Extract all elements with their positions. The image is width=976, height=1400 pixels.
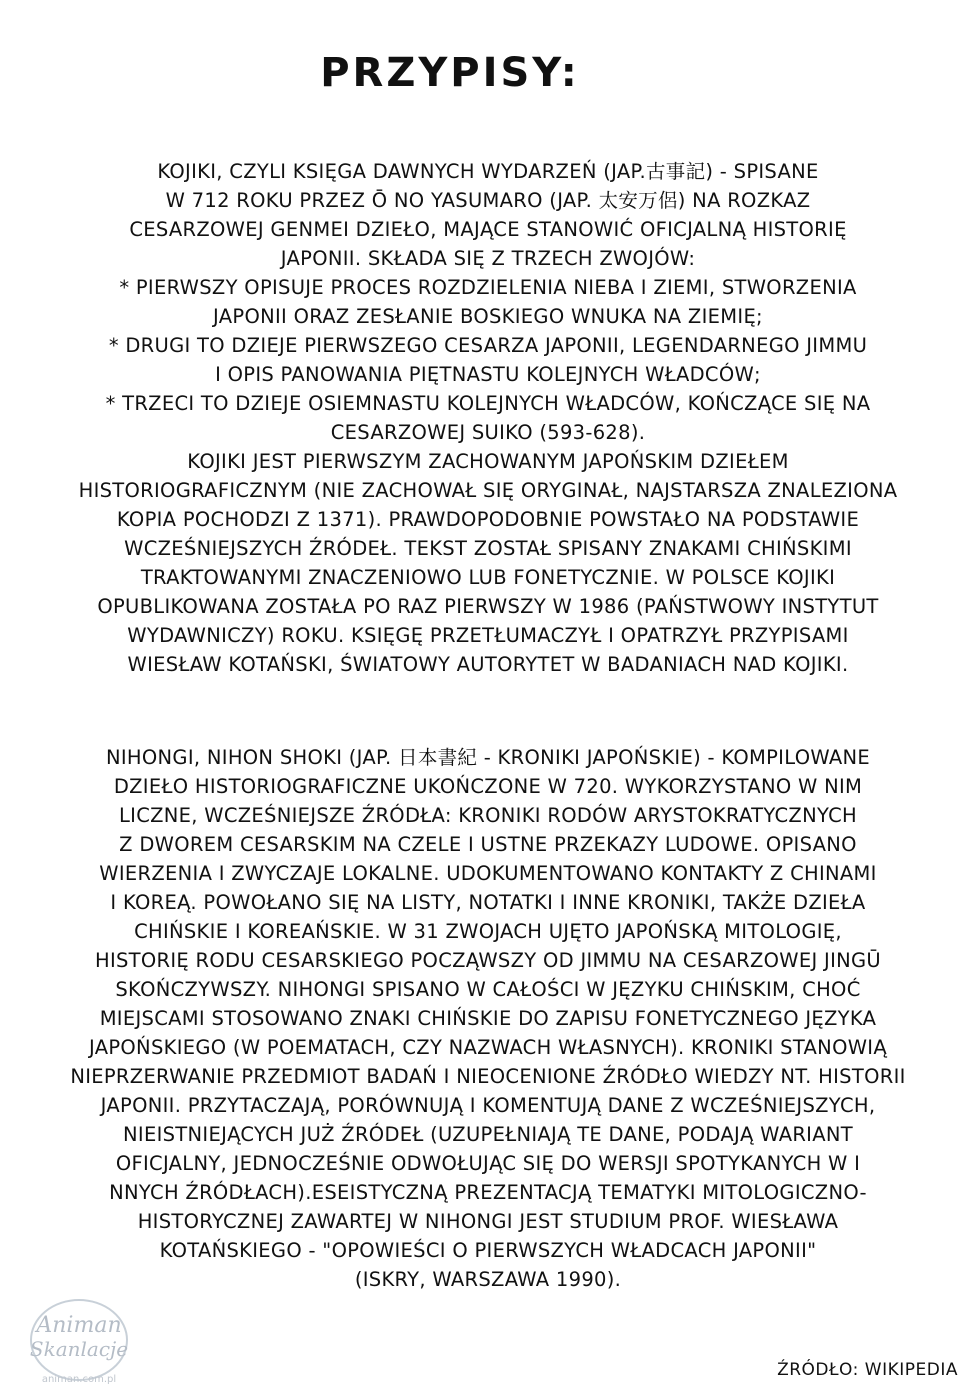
text-line: KOJIKI JEST PIERWSZYM ZACHOWANYM JAPOŃSKIM DZIEŁEM <box>187 450 789 473</box>
text-line: I OPIS PANOWANIA PIĘTNASTU KOLEJNYCH WŁADCÓW; <box>215 363 761 386</box>
text-line: MIEJSCAMI STOSOWANO ZNAKI CHIŃSKIE DO ZAPISU FONETYCZNEGO JĘZYKA <box>99 1007 877 1030</box>
watermark-line1: Animan <box>36 1313 122 1338</box>
text-line: JAPONII ORAZ ZESŁANIE BOSKIEGO WNUKA NA ZIEMIĘ; <box>213 305 763 328</box>
text-line: W 712 ROKU PRZEZ Ō NO YASUMARO (JAP. 太安万侶) NA ROZKAZ <box>165 189 811 212</box>
text-line: JAPONII. PRZYTACZAJĄ, PORÓWNUJĄ I KOMENTUJĄ DANE Z WCZEŚNIEJSZYCH, <box>100 1094 876 1117</box>
watermark-line2: Skanlacje <box>29 1337 129 1361</box>
text-line: NNYCH ŹRÓDŁACH).ESEISTYCZNĄ PREZENTACJĄ TEMATYKI MITOLOGICZNO- <box>109 1181 867 1204</box>
text-line: CHIŃSKIE I KOREAŃSKIE. W 31 ZWOJACH UJĘTO JAPOŃSKĄ MITOLOGIĘ, <box>134 920 842 943</box>
source-credit: ŹRÓDŁO: WIKIPEDIA <box>777 1360 958 1380</box>
text-line: LICZNE, WCZEŚNIEJSZE ŹRÓDŁA: KRONIKI RODÓW ARYSTOKRATYCZNYCH <box>118 804 857 827</box>
text-line: HISTORIOGRAFICZNYM (NIE ZACHOWAŁ SIĘ ORYGINAŁ, NAJSTARSZA ZNALEZIONA <box>78 479 898 502</box>
text-line: WIERZENIA I ZWYCZAJE LOKALNE. UDOKUMENTOWANO KONTAKTY Z CHINAMI <box>99 862 877 885</box>
text-line: NIHONGI, NIHON SHOKI (JAP. 日本書紀 - KRONIKI JAPOŃSKIE) - KOMPILOWANE <box>105 746 871 769</box>
nihongi-paragraph <box>10 743 966 1294</box>
text-line: CESARZOWEJ GENMEI DZIEŁO, MAJĄCE STANOWIĆ OFICJALNĄ HISTORIĘ <box>129 218 847 241</box>
text-line: CESARZOWEJ SUIKO (593-628). <box>330 421 646 444</box>
text-line: HISTORYCZNEJ ZAWARTEJ W NIHONGI JEST STUDIUM PROF. WIESŁAWA <box>137 1210 839 1233</box>
animan-watermark-logo <box>24 1290 134 1390</box>
text-line: KOJIKI, CZYLI KSIĘGA DAWNYCH WYDARZEŃ (JAP.古事記) - SPISANE <box>157 160 819 183</box>
text-line: JAPONII. SKŁADA SIĘ Z TRZECH ZWOJÓW: <box>280 247 696 270</box>
text-line: KOTAŃSKIEGO - "OPOWIEŚCI O PIERWSZYCH WŁADCACH JAPONII" <box>159 1239 817 1262</box>
text-line: NIEPRZERWANIE PRZEDMIOT BADAŃ I NIEOCENIONE ŹRÓDŁO WIEDZY NT. HISTORII <box>70 1065 906 1088</box>
kojiki-paragraph <box>10 157 966 679</box>
text-line: NIEISTNIEJĄCYCH JUŻ ŹRÓDEŁ (UZUPEŁNIAJĄ TE DANE, PODAJĄ WARIANT <box>123 1123 853 1146</box>
text-line: * TRZECI TO DZIEJE OSIEMNASTU KOLEJNYCH WŁADCÓW, KOŃCZĄCE SIĘ NA <box>105 392 871 415</box>
page-title: PRZYPISY: <box>320 50 580 96</box>
text-line: WYDAWNICZY) ROKU. KSIĘGĘ PRZETŁUMACZYŁ I OPATRZYŁ PRZYPISAMI <box>127 624 849 647</box>
text-line: WIESŁAW KOTAŃSKI, ŚWIATOWY AUTORYTET W BADANIACH NAD KOJIKI. <box>127 653 849 676</box>
text-line: (ISKRY, WARSZAWA 1990). <box>354 1268 622 1291</box>
text-line: SKOŃCZYWSZY. NIHONGI SPISANO W CAŁOŚCI W JĘZYKU CHIŃSKIM, CHOĆ <box>115 978 861 1001</box>
text-line: I KOREĄ. POWOŁANO SIĘ NA LISTY, NOTATKI I INNE KRONIKI, TAKŻE DZIEŁA <box>110 891 866 914</box>
text-line: TRAKTOWANYMI ZNACZENIOWO LUB FONETYCZNIE. W POLSCE KOJIKI <box>140 566 836 589</box>
text-line: WCZEŚNIEJSZYCH ŹRÓDEŁ. TEKST ZOSTAŁ SPISANY ZNAKAMI CHIŃSKIMI <box>124 537 852 560</box>
text-line: Z DWOREM CESARSKIM NA CZELE I USTNE PRZEKAZY LUDOWE. OPISANO <box>119 833 857 856</box>
text-line: JAPOŃSKIEGO (W POEMATACH, CZY NAZWACH WŁASNYCH). KRONIKI STANOWIĄ <box>89 1036 887 1059</box>
text-line: * DRUGI TO DZIEJE PIERWSZEGO CESARZA JAPONII, LEGENDARNEGO JIMMU <box>108 334 868 357</box>
text-line: KOPIA POCHODZI Z 1371). PRAWDOPODOBNIE POWSTAŁO NA PODSTAWIE <box>116 508 860 531</box>
text-line: HISTORIĘ RODU CESARSKIEGO POCZĄWSZY OD JIMMU NA CESARZOWEJ JINGŪ <box>94 949 881 972</box>
text-line: OFICJALNY, JEDNOCZEŚNIE ODWOŁUJĄC SIĘ DO WERSJI SPOTYKANYCH W I <box>115 1152 861 1175</box>
text-line: DZIEŁO HISTORIOGRAFICZNE UKOŃCZONE W 720. WYKORZYSTANO W NIM <box>113 775 863 798</box>
text-line: OPUBLIKOWANA ZOSTAŁA PO RAZ PIERWSZY W 1986 (PAŃSTWOWY INSTYTUT <box>97 595 879 618</box>
watermark-url: animan.com.pl <box>41 1374 117 1385</box>
text-line: * PIERWSZY OPISUJE PROCES ROZDZIELENIA NIEBA I ZIEMI, STWORZENIA <box>119 276 857 299</box>
